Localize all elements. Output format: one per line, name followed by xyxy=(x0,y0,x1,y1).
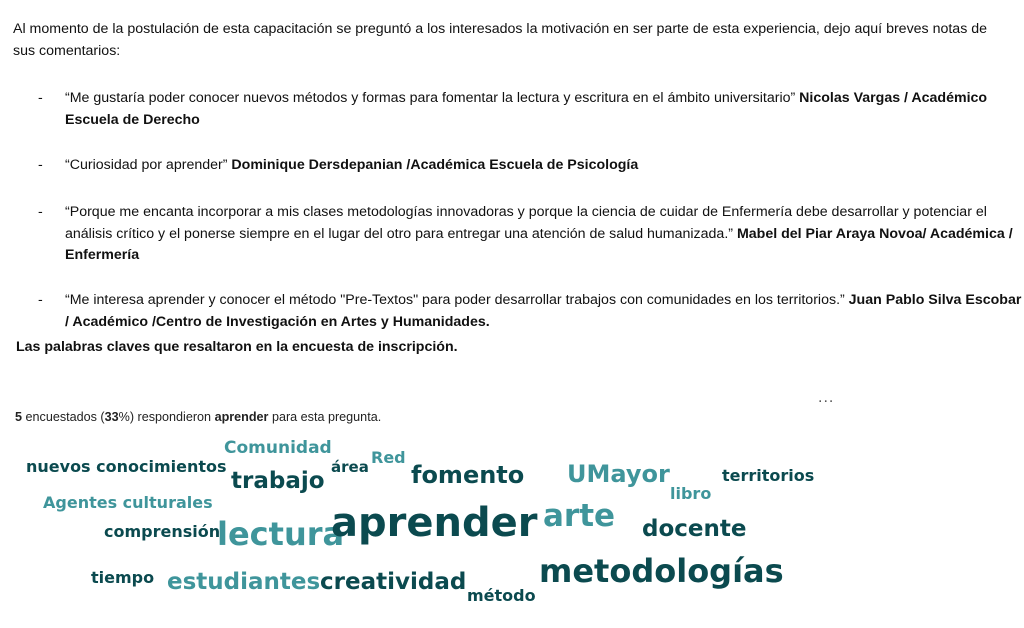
list-dash: - xyxy=(38,204,43,220)
survey-summary xyxy=(15,410,381,424)
quote-text: “Me gustaría poder conocer nuevos métodos y formas para fomentar la lectura y escritura en el ámbito universitario” xyxy=(65,90,800,106)
word-cloud-word[interactable]: libro xyxy=(670,484,712,503)
word-cloud-word[interactable]: Red xyxy=(371,448,406,467)
word-cloud xyxy=(0,430,1024,628)
word-cloud-word[interactable]: Agentes culturales xyxy=(43,493,213,512)
word-cloud-word[interactable]: arte xyxy=(543,498,616,534)
summary-text: %) respondieron xyxy=(118,410,215,424)
more-options-button[interactable]: ... xyxy=(818,389,835,406)
word-cloud-word[interactable]: creatividad xyxy=(320,569,467,595)
word-cloud-word[interactable]: aprender xyxy=(331,500,538,546)
word-cloud-word[interactable]: nuevos conocimientos xyxy=(26,457,227,476)
quote-author: Nicolas Vargas / Académico Escuela de Derecho xyxy=(65,90,988,128)
quote-author: Mabel del Piar Araya Novoa/ Académica / Enfermería xyxy=(65,225,1013,263)
list-dash: - xyxy=(38,90,43,106)
summary-keyword: aprender xyxy=(214,410,269,424)
word-cloud-word[interactable]: área xyxy=(331,458,369,476)
quote-item xyxy=(38,88,1023,131)
word-cloud-word[interactable]: metodologías xyxy=(539,552,784,590)
word-cloud-word[interactable]: lectura xyxy=(217,515,345,553)
summary-text: para esta pregunta. xyxy=(268,410,382,424)
word-cloud-word[interactable]: territorios xyxy=(722,466,815,485)
word-cloud-word[interactable]: fomento xyxy=(411,461,525,489)
quote-item xyxy=(38,155,1023,177)
word-cloud-word[interactable]: tiempo xyxy=(91,568,155,587)
keywords-heading: Las palabras claves que resaltaron en la encuesta de inscripción. xyxy=(16,339,458,355)
quote-author: Dominique Dersdepanian /Académica Escuela de Psicología xyxy=(231,157,639,173)
intro-paragraph: Al momento de la postulación de esta capacitación se preguntó a los interesados la motivación en ser parte de esta experiencia, dejo aquí breves notas de sus comentarios: xyxy=(13,21,988,59)
word-cloud-word[interactable]: docente xyxy=(642,516,747,542)
summary-text: encuestados ( xyxy=(22,410,105,424)
word-cloud-word[interactable]: Comunidad xyxy=(224,438,332,458)
list-dash: - xyxy=(38,292,43,308)
quote-text: “Curiosidad por aprender” xyxy=(65,157,232,173)
respondent-count: 5 xyxy=(15,410,23,424)
word-cloud-word[interactable]: trabajo xyxy=(231,468,325,494)
word-cloud-word[interactable]: comprensión xyxy=(104,522,221,541)
quote-author: Juan Pablo Silva Escobar / Académico /Centro de Investigación en Artes y Humanidades. xyxy=(65,292,1022,330)
quote-text: “Porque me encanta incorporar a mis clases metodologías innovadoras y porque la ciencia de cuidar de Enfermería debe desarrollar y potenciar el análisis crítico y el ponerse siempre en el lugar del otro para entregar una atención de salud humanizada.” xyxy=(65,204,987,242)
word-cloud-word[interactable]: UMayor xyxy=(567,460,670,488)
quote-item xyxy=(38,290,1023,333)
quote-item xyxy=(38,202,1023,267)
quote-text: “Me interesa aprender y conocer el método "Pre-Textos" para poder desarrollar trabajos con comunidades en los territorios.” xyxy=(65,292,849,308)
word-cloud-word[interactable]: estudiantes xyxy=(167,569,321,595)
respondent-percent: 33 xyxy=(104,410,119,424)
list-dash: - xyxy=(38,157,43,173)
word-cloud-word[interactable]: método xyxy=(467,586,536,605)
